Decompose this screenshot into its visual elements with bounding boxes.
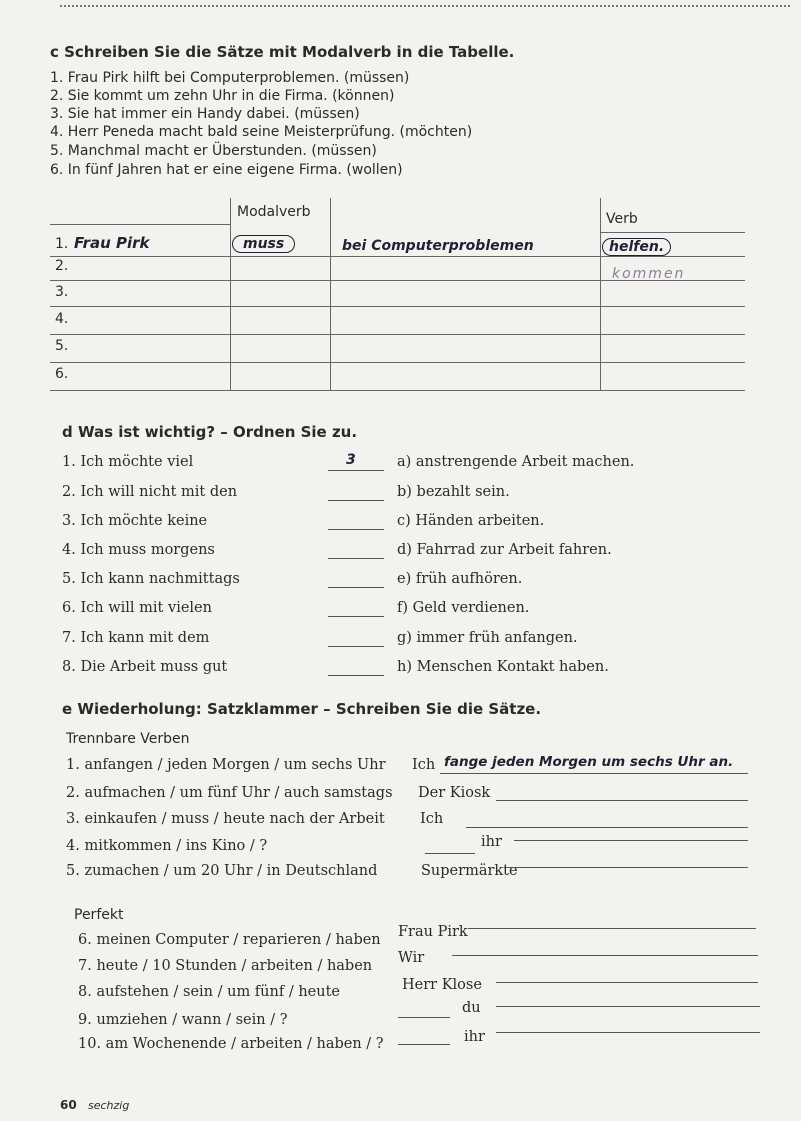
e-answer-1: fange jeden Morgen um sechs Uhr an. (444, 754, 734, 770)
d-answer-1: 3 (346, 452, 356, 468)
d-right-e: e) früh aufhören. (397, 571, 523, 587)
handwritten-verb-row2: kommen (612, 266, 686, 282)
handwritten-middle: bei Computerproblemen (342, 238, 534, 254)
section-c-title: c Schreiben Sie die Sätze mit Modalverb in die Tabelle. (50, 43, 515, 61)
e-answer-line-4[interactable] (514, 840, 748, 841)
d-right-g: g) immer früh anfangen. (397, 630, 578, 646)
handwritten-subject: Frau Pirk (74, 234, 150, 252)
e-answer-line-2[interactable] (496, 800, 748, 801)
e-start-6: Frau Pirk (398, 924, 468, 940)
top-dotted-rule (60, 5, 790, 7)
d-answer-line-5[interactable] (328, 587, 384, 588)
e-answer-line-1[interactable] (440, 773, 748, 774)
row-2-number: 2. (55, 258, 69, 274)
e-prompt-8: 8. aufstehen / sein / um fünf / heute (78, 984, 340, 1000)
header-modalverb: Modalverb (237, 204, 311, 220)
d-answer-line-2[interactable] (328, 500, 384, 501)
d-right-b: b) bezahlt sein. (397, 484, 510, 500)
sentence-6: 6. In fünf Jahren hat er eine eigene Firma. (wollen) (50, 162, 403, 178)
e-answer-line-7[interactable] (452, 955, 758, 956)
sentence-5: 5. Manchmal macht er Überstunden. (müssen) (50, 143, 377, 159)
e-answer-blank-10[interactable] (398, 1044, 450, 1045)
page-number: 60 (60, 1098, 77, 1112)
e-answer-blank-9[interactable] (398, 1017, 450, 1018)
e-start-7: Wir (398, 950, 425, 966)
d-left-7: 7. Ich kann mit dem (62, 630, 210, 646)
e-answer-line-5[interactable] (508, 867, 748, 868)
sentence-1: 1. Frau Pirk hilft bei Computerproblemen. (müssen) (50, 70, 410, 86)
e-answer-line-10[interactable] (496, 1032, 760, 1033)
d-left-4: 4. Ich muss morgens (62, 542, 215, 558)
e-prompt-5: 5. zumachen / um 20 Uhr / in Deutschland (66, 863, 378, 879)
e-prompt-4: 4. mitkommen / ins Kino / ? (66, 838, 268, 854)
section-e-title: e Wiederholung: Satzklammer – Schreiben Sie die Sätze. (62, 700, 542, 718)
e-start-3: Ich (420, 811, 444, 827)
e-answer-blank-4[interactable] (425, 853, 475, 854)
section-d-title: d Was ist wichtig? – Ordnen Sie zu. (62, 423, 358, 441)
e-prompt-6: 6. meinen Computer / reparieren / haben (78, 932, 381, 948)
e-answer-line-6[interactable] (468, 928, 756, 929)
e-start-8: Herr Klose (402, 977, 482, 993)
d-right-a: a) anstrengende Arbeit machen. (397, 454, 635, 470)
page-number-word: sechzig (88, 1099, 130, 1112)
e-answer-line-9[interactable] (496, 1006, 760, 1007)
row-1-number: 1. (55, 236, 69, 252)
d-left-2: 2. Ich will nicht mit den (62, 484, 238, 500)
perfekt-label: Perfekt (74, 907, 124, 923)
d-answer-line-7[interactable] (328, 646, 384, 647)
header-verb: Verb (606, 211, 638, 227)
handwritten-modal-circled: muss (232, 235, 295, 253)
e-start-5: Supermärkte (421, 863, 518, 879)
row-4-number: 4. (55, 311, 69, 327)
d-left-3: 3. Ich möchte keine (62, 513, 208, 529)
d-answer-line-1[interactable] (328, 470, 384, 471)
d-right-d: d) Fahrrad zur Arbeit fahren. (397, 542, 612, 558)
e-prompt-1: 1. anfangen / jeden Morgen / um sechs Uhr (66, 757, 386, 773)
e-start-9: du (462, 1000, 481, 1016)
e-prompt-3: 3. einkaufen / muss / heute nach der Arbeit (66, 811, 385, 827)
row-5-number: 5. (55, 338, 69, 354)
e-start-10: ihr (464, 1029, 485, 1045)
d-left-5: 5. Ich kann nachmittags (62, 571, 240, 587)
sentence-3: 3. Sie hat immer ein Handy dabei. (müssen) (50, 106, 360, 122)
e-answer-line-3[interactable] (466, 827, 748, 828)
e-start-4: ihr (481, 834, 502, 850)
d-answer-line-6[interactable] (328, 616, 384, 617)
d-answer-line-4[interactable] (328, 558, 384, 559)
row-6-number: 6. (55, 366, 69, 382)
sentence-4: 4. Herr Peneda macht bald seine Meisterprüfung. (möchten) (50, 124, 473, 140)
e-prompt-7: 7. heute / 10 Stunden / arbeiten / haben (78, 958, 373, 974)
d-left-8: 8. Die Arbeit muss gut (62, 659, 228, 675)
trennbare-verben-label: Trennbare Verben (66, 731, 190, 747)
d-answer-line-8[interactable] (328, 675, 384, 676)
d-left-6: 6. Ich will mit vielen (62, 600, 212, 616)
e-prompt-9: 9. umziehen / wann / sein / ? (78, 1012, 288, 1028)
d-right-c: c) Händen arbeiten. (397, 513, 545, 529)
d-left-1: 1. Ich möchte viel (62, 454, 194, 470)
e-prompt-10: 10. am Wochenende / arbeiten / haben / ? (78, 1036, 384, 1052)
d-right-f: f) Geld verdienen. (397, 600, 530, 616)
e-answer-line-8[interactable] (496, 982, 758, 983)
row-3-number: 3. (55, 284, 69, 300)
d-right-h: h) Menschen Kontakt haben. (397, 659, 609, 675)
e-start-2: Der Kiosk (418, 785, 491, 801)
d-answer-line-3[interactable] (328, 529, 384, 530)
e-prompt-2: 2. aufmachen / um fünf Uhr / auch samstags (66, 785, 393, 801)
e-start-1: Ich (412, 757, 436, 773)
handwritten-verb-circled: helfen. (602, 238, 671, 256)
sentence-2: 2. Sie kommt um zehn Uhr in die Firma. (können) (50, 88, 395, 104)
